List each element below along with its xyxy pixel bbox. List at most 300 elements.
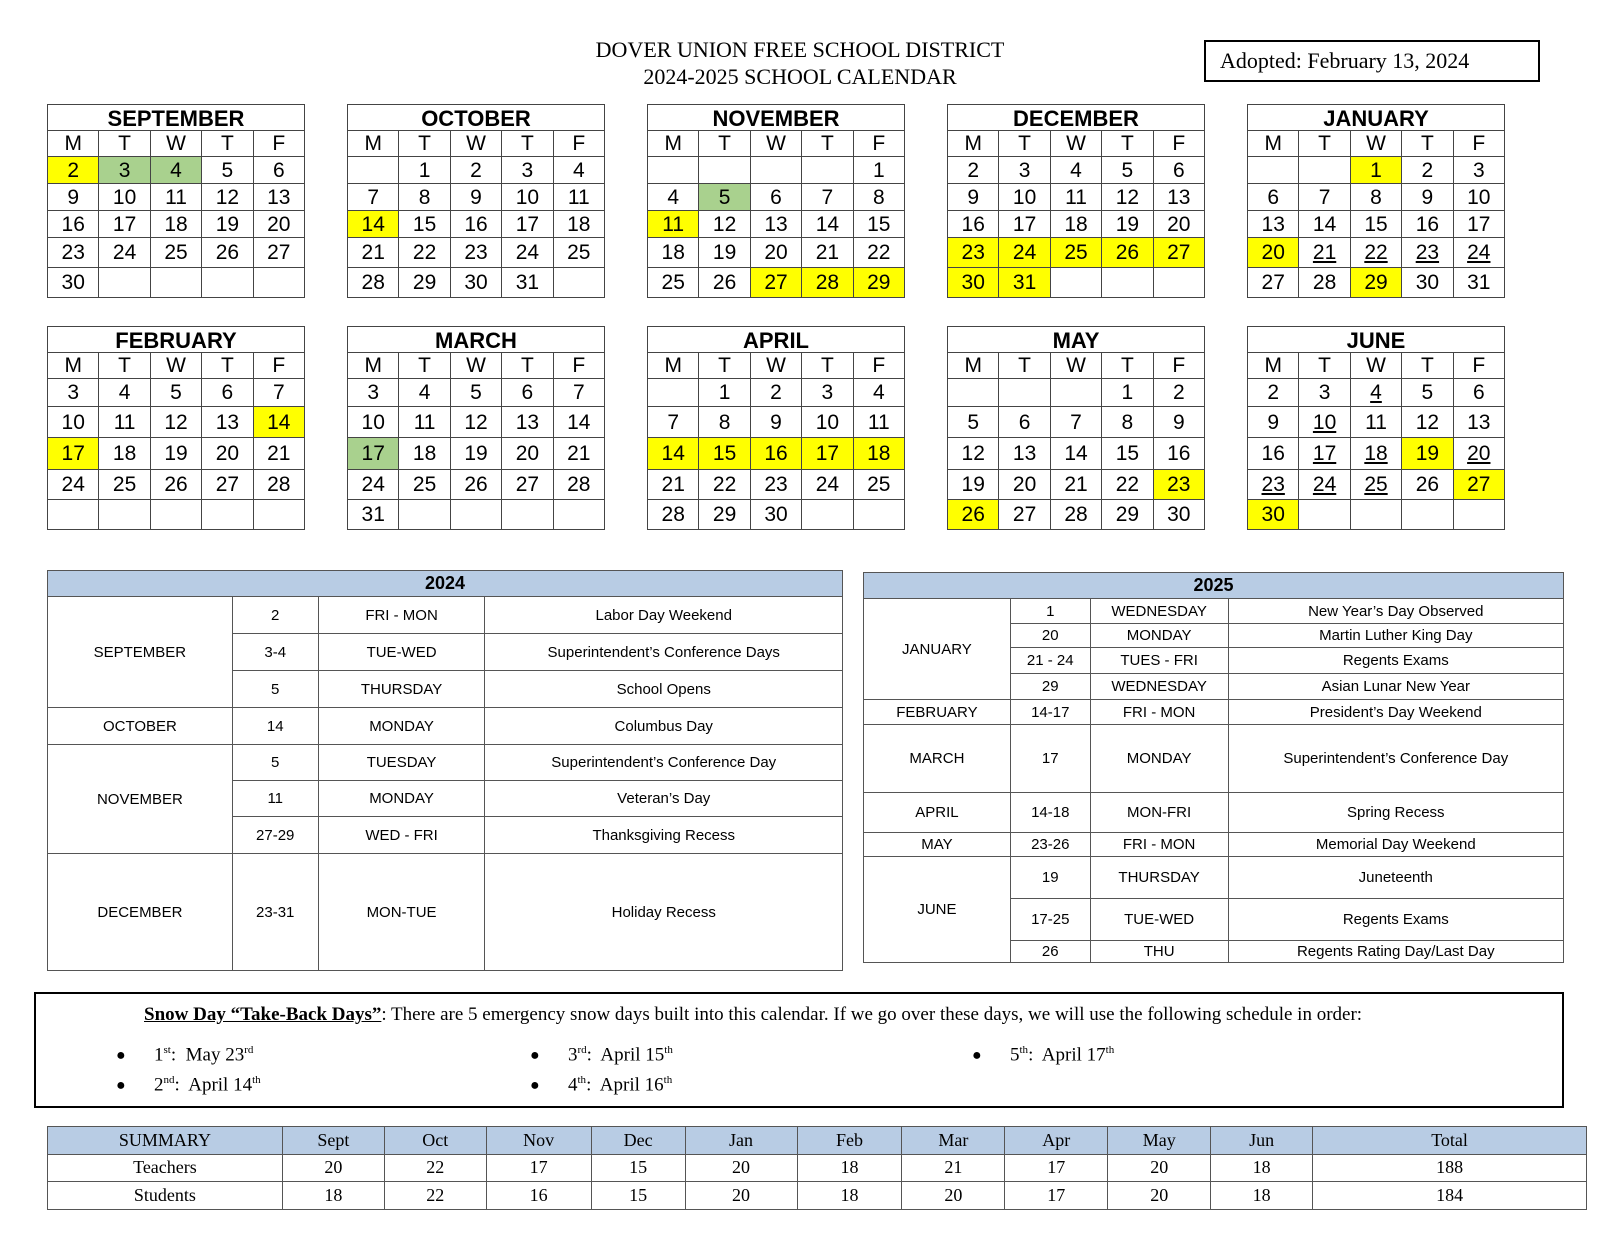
event-day: MONDAY xyxy=(318,708,485,745)
day-cell: 2 xyxy=(48,157,99,184)
day-cell: 18 xyxy=(399,438,450,470)
day-cell: 10 xyxy=(802,407,853,438)
day-cell: 29 xyxy=(1102,500,1153,530)
weekday-header: F xyxy=(1154,353,1205,379)
day-cell: 20 xyxy=(999,470,1050,500)
day-cell xyxy=(202,500,253,530)
weekday-header: F xyxy=(554,353,605,379)
event-date: 26 xyxy=(1010,941,1090,963)
day-cell: 6 xyxy=(1248,184,1299,211)
snow-day-item xyxy=(530,1074,672,1096)
day-cell: 31 xyxy=(1454,268,1505,298)
day-cell: 5 xyxy=(451,379,502,407)
day-cell xyxy=(699,157,750,184)
day-cell: 8 xyxy=(399,184,450,211)
day-cell: 17 xyxy=(999,211,1050,238)
snow-day-notice xyxy=(34,992,1564,1108)
weekday-header: M xyxy=(48,131,99,157)
event-name: Columbus Day xyxy=(485,708,843,745)
day-cell: 28 xyxy=(348,268,399,298)
event-name: Regents Exams xyxy=(1228,899,1563,941)
day-cell: 17 xyxy=(1454,211,1505,238)
day-cell: 9 xyxy=(1154,407,1205,438)
day-cell: 24 xyxy=(348,470,399,500)
day-cell: 23 xyxy=(1248,470,1299,500)
day-cell: 22 xyxy=(854,238,905,268)
snow-day-number: 2 xyxy=(154,1074,164,1096)
day-cell: 16 xyxy=(48,211,99,238)
event-day: MON-FRI xyxy=(1090,793,1228,833)
day-cell xyxy=(751,157,802,184)
day-cell: 17 xyxy=(348,438,399,470)
weekday-header: W xyxy=(1351,353,1402,379)
day-cell xyxy=(948,379,999,407)
event-row xyxy=(48,854,843,971)
snow-day-number: 5 xyxy=(1010,1044,1020,1066)
day-cell: 28 xyxy=(802,268,853,298)
day-cell: 7 xyxy=(1051,407,1102,438)
summary-cell: 17 xyxy=(1005,1182,1108,1210)
event-name: Martin Luther King Day xyxy=(1228,624,1563,648)
event-date: 1 xyxy=(1010,599,1090,624)
day-cell: 26 xyxy=(699,268,750,298)
summary-header-row xyxy=(48,1127,1587,1155)
day-cell: 21 xyxy=(254,438,305,470)
event-date: 23-26 xyxy=(1010,833,1090,857)
day-cell: 8 xyxy=(1351,184,1402,211)
month-name: SEPTEMBER xyxy=(48,105,305,131)
day-cell: 3 xyxy=(802,379,853,407)
day-cell: 9 xyxy=(451,184,502,211)
day-cell: 19 xyxy=(1102,211,1153,238)
event-name: Superintendent’s Conference Day xyxy=(1228,725,1563,793)
day-cell: 18 xyxy=(151,211,202,238)
day-cell: 2 xyxy=(751,379,802,407)
day-cell: 20 xyxy=(1154,211,1205,238)
weekday-header: M xyxy=(348,353,399,379)
weekday-header: M xyxy=(948,131,999,157)
day-cell: 26 xyxy=(948,500,999,530)
day-cell: 16 xyxy=(1154,438,1205,470)
event-day: WEDNESDAY xyxy=(1090,599,1228,624)
day-cell: 11 xyxy=(648,211,699,238)
event-month: MAY xyxy=(864,833,1011,857)
day-cell: 9 xyxy=(48,184,99,211)
day-cell: 6 xyxy=(502,379,553,407)
day-cell: 3 xyxy=(1299,379,1350,407)
event-day: TUES - FRI xyxy=(1090,648,1228,674)
summary-header: Total xyxy=(1313,1127,1587,1155)
weekday-header: F xyxy=(254,353,305,379)
day-cell: 14 xyxy=(348,211,399,238)
summary-header: SUMMARY xyxy=(48,1127,283,1155)
day-cell: 24 xyxy=(802,470,853,500)
month-march xyxy=(347,326,605,530)
weekday-header: W xyxy=(151,353,202,379)
month-january xyxy=(1247,104,1505,298)
day-cell xyxy=(1454,500,1505,530)
weekday-header: F xyxy=(1454,353,1505,379)
weekday-header: T xyxy=(699,353,750,379)
day-cell: 23 xyxy=(948,238,999,268)
day-cell: 21 xyxy=(554,438,605,470)
weekday-header: T xyxy=(802,131,853,157)
day-cell: 5 xyxy=(1102,157,1153,184)
month-name: NOVEMBER xyxy=(648,105,905,131)
summary-cell: 20 xyxy=(685,1182,797,1210)
event-name: President’s Day Weekend xyxy=(1228,700,1563,725)
bullet-icon: ● xyxy=(116,1077,126,1095)
event-day: FRI - MON xyxy=(1090,700,1228,725)
summary-header: Dec xyxy=(591,1127,685,1155)
day-cell: 3 xyxy=(48,379,99,407)
day-cell: 20 xyxy=(1454,438,1505,470)
weekday-header: W xyxy=(1051,353,1102,379)
day-cell: 10 xyxy=(348,407,399,438)
day-cell: 13 xyxy=(502,407,553,438)
summary-header: Jun xyxy=(1211,1127,1313,1155)
day-cell: 17 xyxy=(802,438,853,470)
event-name: Regents Rating Day/Last Day xyxy=(1228,941,1563,963)
event-month: DECEMBER xyxy=(48,854,233,971)
weekday-header: M xyxy=(48,353,99,379)
event-date: 20 xyxy=(1010,624,1090,648)
events-table-2024 xyxy=(47,570,843,971)
month-june xyxy=(1247,326,1505,530)
day-cell: 29 xyxy=(854,268,905,298)
separator: : xyxy=(586,1074,600,1096)
day-cell: 15 xyxy=(699,438,750,470)
snow-day-text: : There are 5 emergency snow days built into this calendar. If we go over these days, we will use the following schedule in order: xyxy=(381,1004,1363,1025)
day-cell: 16 xyxy=(1248,438,1299,470)
day-cell: 25 xyxy=(854,470,905,500)
summary-cell: 184 xyxy=(1313,1182,1587,1210)
day-cell: 15 xyxy=(854,211,905,238)
event-day: THURSDAY xyxy=(1090,857,1228,899)
month-day-grid xyxy=(348,131,605,298)
weekday-header: T xyxy=(802,353,853,379)
day-cell: 7 xyxy=(648,407,699,438)
day-cell: 19 xyxy=(948,470,999,500)
day-cell: 18 xyxy=(554,211,605,238)
event-month: MARCH xyxy=(864,725,1011,793)
event-date: 23-31 xyxy=(232,854,318,971)
day-cell: 9 xyxy=(1402,184,1453,211)
day-cell: 18 xyxy=(854,438,905,470)
day-cell: 13 xyxy=(751,211,802,238)
day-cell: 26 xyxy=(1402,470,1453,500)
day-cell: 18 xyxy=(99,438,150,470)
day-cell: 1 xyxy=(699,379,750,407)
summary-cell: 17 xyxy=(1005,1154,1108,1182)
day-cell: 3 xyxy=(1454,157,1505,184)
day-cell: 4 xyxy=(1351,379,1402,407)
day-cell: 25 xyxy=(648,268,699,298)
day-cell: 1 xyxy=(1102,379,1153,407)
day-cell xyxy=(254,268,305,298)
day-cell: 3 xyxy=(348,379,399,407)
day-cell: 20 xyxy=(1248,238,1299,268)
weekday-header: W xyxy=(451,353,502,379)
snow-day-date-suffix: th xyxy=(664,1044,673,1056)
day-cell: 24 xyxy=(1454,238,1505,268)
day-cell xyxy=(1402,500,1453,530)
day-cell: 30 xyxy=(451,268,502,298)
month-name: OCTOBER xyxy=(348,105,605,131)
event-row xyxy=(864,700,1564,725)
district-name: DOVER UNION FREE SCHOOL DISTRICT xyxy=(595,37,1005,62)
day-cell xyxy=(254,500,305,530)
day-cell: 5 xyxy=(699,184,750,211)
snow-day-date: April 17 xyxy=(1041,1044,1106,1066)
event-name: Asian Lunar New Year xyxy=(1228,674,1563,700)
weekday-header: T xyxy=(1102,131,1153,157)
day-cell: 6 xyxy=(751,184,802,211)
snow-day-number-suffix: th xyxy=(577,1074,587,1086)
event-name: Spring Recess xyxy=(1228,793,1563,833)
day-cell: 21 xyxy=(1051,470,1102,500)
event-day: TUESDAY xyxy=(318,745,485,781)
day-cell: 16 xyxy=(1402,211,1453,238)
day-cell: 8 xyxy=(854,184,905,211)
summary-cell: 188 xyxy=(1313,1154,1587,1182)
day-cell: 10 xyxy=(48,407,99,438)
day-cell: 30 xyxy=(48,268,99,298)
summary-row xyxy=(48,1154,1587,1182)
snow-day-number: 1 xyxy=(154,1044,164,1066)
day-cell: 11 xyxy=(854,407,905,438)
weekday-header: T xyxy=(502,353,553,379)
summary-cell: 18 xyxy=(282,1182,384,1210)
day-cell: 19 xyxy=(451,438,502,470)
event-date: 5 xyxy=(232,745,318,781)
summary-header: Sept xyxy=(282,1127,384,1155)
day-cell: 29 xyxy=(699,500,750,530)
adopted-date-box: Adopted: February 13, 2024 xyxy=(1204,40,1540,82)
snow-day-intro xyxy=(144,1004,1362,1026)
day-cell: 8 xyxy=(699,407,750,438)
weekday-header: W xyxy=(1051,131,1102,157)
day-cell: 14 xyxy=(648,438,699,470)
weekday-header: T xyxy=(202,131,253,157)
bullet-icon: ● xyxy=(972,1047,982,1065)
weekday-header: F xyxy=(254,131,305,157)
day-cell: 6 xyxy=(202,379,253,407)
day-cell: 2 xyxy=(451,157,502,184)
day-cell: 12 xyxy=(948,438,999,470)
weekday-header: W xyxy=(751,353,802,379)
day-cell xyxy=(802,500,853,530)
day-cell: 10 xyxy=(502,184,553,211)
day-cell: 5 xyxy=(948,407,999,438)
weekday-header: F xyxy=(854,131,905,157)
calendar-title: 2024-2025 SCHOOL CALENDAR xyxy=(643,64,957,89)
event-month: NOVEMBER xyxy=(48,745,233,854)
day-cell: 26 xyxy=(451,470,502,500)
month-day-grid xyxy=(648,131,905,298)
day-cell: 3 xyxy=(99,157,150,184)
day-cell: 14 xyxy=(1051,438,1102,470)
snow-day-date: April 15 xyxy=(600,1044,665,1066)
event-name: Labor Day Weekend xyxy=(485,597,843,634)
event-date: 19 xyxy=(1010,857,1090,899)
day-cell: 24 xyxy=(48,470,99,500)
day-cell: 26 xyxy=(202,238,253,268)
event-date: 2 xyxy=(232,597,318,634)
day-cell xyxy=(399,500,450,530)
month-october xyxy=(347,104,605,298)
weekday-header: M xyxy=(1248,131,1299,157)
summary-cell: 15 xyxy=(591,1182,685,1210)
day-cell: 11 xyxy=(554,184,605,211)
snow-day-label: Snow Day “Take-Back Days” xyxy=(144,1004,382,1025)
month-day-grid xyxy=(48,131,305,298)
day-cell: 6 xyxy=(254,157,305,184)
day-cell: 22 xyxy=(1102,470,1153,500)
snow-day-item xyxy=(116,1044,253,1066)
snow-day-item xyxy=(530,1044,673,1066)
weekday-header: T xyxy=(1402,131,1453,157)
summary-cell: 18 xyxy=(1211,1154,1313,1182)
day-cell: 1 xyxy=(399,157,450,184)
day-cell: 10 xyxy=(999,184,1050,211)
summary-cell: 20 xyxy=(282,1154,384,1182)
page-title xyxy=(480,36,1120,90)
event-day: WED - FRI xyxy=(318,817,485,854)
day-cell: 12 xyxy=(202,184,253,211)
day-cell: 27 xyxy=(1248,268,1299,298)
day-cell: 22 xyxy=(1351,238,1402,268)
event-day: THURSDAY xyxy=(318,671,485,708)
weekday-header: W xyxy=(451,131,502,157)
event-month: OCTOBER xyxy=(48,708,233,745)
day-cell: 20 xyxy=(254,211,305,238)
year-header-row xyxy=(864,573,1564,599)
day-cell: 4 xyxy=(648,184,699,211)
day-cell: 20 xyxy=(502,438,553,470)
day-cell: 2 xyxy=(1248,379,1299,407)
weekday-header: W xyxy=(751,131,802,157)
month-name: MARCH xyxy=(348,327,605,353)
day-cell: 14 xyxy=(1299,211,1350,238)
day-cell: 4 xyxy=(1051,157,1102,184)
day-cell xyxy=(99,500,150,530)
day-cell xyxy=(854,500,905,530)
weekday-header: F xyxy=(854,353,905,379)
day-cell: 13 xyxy=(999,438,1050,470)
snow-day-number-suffix: rd xyxy=(577,1044,587,1056)
day-cell: 1 xyxy=(1351,157,1402,184)
weekday-header: T xyxy=(399,353,450,379)
month-name: MAY xyxy=(948,327,1205,353)
event-row xyxy=(864,725,1564,793)
summary-cell: 20 xyxy=(1108,1182,1211,1210)
event-date: 14-17 xyxy=(1010,700,1090,725)
day-cell: 9 xyxy=(1248,407,1299,438)
summary-header: May xyxy=(1108,1127,1211,1155)
day-cell xyxy=(451,500,502,530)
day-cell: 19 xyxy=(202,211,253,238)
weekday-header: T xyxy=(1299,353,1350,379)
day-cell: 30 xyxy=(1248,500,1299,530)
day-cell: 16 xyxy=(751,438,802,470)
day-cell xyxy=(348,157,399,184)
month-name: FEBRUARY xyxy=(48,327,305,353)
day-cell: 16 xyxy=(948,211,999,238)
snow-day-date-suffix: th xyxy=(252,1074,261,1086)
day-cell: 24 xyxy=(1299,470,1350,500)
event-row xyxy=(864,857,1564,899)
year-header-row xyxy=(48,571,843,597)
snow-day-item xyxy=(116,1074,261,1096)
event-month: JANUARY xyxy=(864,599,1011,700)
month-april xyxy=(647,326,905,530)
event-day: FRI - MON xyxy=(318,597,485,634)
day-cell: 7 xyxy=(802,184,853,211)
event-day: THU xyxy=(1090,941,1228,963)
day-cell xyxy=(554,500,605,530)
summary-cell: 22 xyxy=(384,1182,486,1210)
day-cell: 13 xyxy=(1248,211,1299,238)
day-cell xyxy=(1154,268,1205,298)
event-name: Superintendent’s Conference Day xyxy=(485,745,843,781)
day-cell: 25 xyxy=(554,238,605,268)
day-cell xyxy=(1051,379,1102,407)
day-cell: 24 xyxy=(99,238,150,268)
month-name: JANUARY xyxy=(1248,105,1505,131)
snow-day-date: April 14 xyxy=(188,1074,253,1096)
summary-cell: 18 xyxy=(1211,1182,1313,1210)
day-cell: 4 xyxy=(399,379,450,407)
month-name: APRIL xyxy=(648,327,905,353)
weekday-header: T xyxy=(999,131,1050,157)
day-cell: 11 xyxy=(1351,407,1402,438)
day-cell: 22 xyxy=(399,238,450,268)
event-row xyxy=(48,708,843,745)
day-cell: 10 xyxy=(99,184,150,211)
snow-day-date: May 23 xyxy=(185,1044,245,1066)
weekday-header: T xyxy=(999,353,1050,379)
snow-day-date-suffix: rd xyxy=(244,1044,254,1056)
event-name: New Year’s Day Observed xyxy=(1228,599,1563,624)
month-name: JUNE xyxy=(1248,327,1505,353)
day-cell: 7 xyxy=(554,379,605,407)
summary-cell: 22 xyxy=(384,1154,486,1182)
day-cell: 2 xyxy=(948,157,999,184)
weekday-header: T xyxy=(1402,353,1453,379)
day-cell: 28 xyxy=(254,470,305,500)
weekday-header: F xyxy=(554,131,605,157)
day-cell: 23 xyxy=(48,238,99,268)
event-name: Holiday Recess xyxy=(485,854,843,971)
event-name: School Opens xyxy=(485,671,843,708)
day-cell: 15 xyxy=(1351,211,1402,238)
day-cell: 23 xyxy=(451,238,502,268)
event-name: Juneteenth xyxy=(1228,857,1563,899)
day-cell: 9 xyxy=(751,407,802,438)
weekday-header: F xyxy=(1154,131,1205,157)
day-cell xyxy=(1248,157,1299,184)
day-cell: 25 xyxy=(399,470,450,500)
day-cell: 7 xyxy=(254,379,305,407)
weekday-header: M xyxy=(348,131,399,157)
day-cell: 5 xyxy=(202,157,253,184)
event-row xyxy=(864,793,1564,833)
event-name: Memorial Day Weekend xyxy=(1228,833,1563,857)
day-cell: 25 xyxy=(1051,238,1102,268)
event-month: SEPTEMBER xyxy=(48,597,233,708)
bullet-icon: ● xyxy=(530,1077,540,1095)
